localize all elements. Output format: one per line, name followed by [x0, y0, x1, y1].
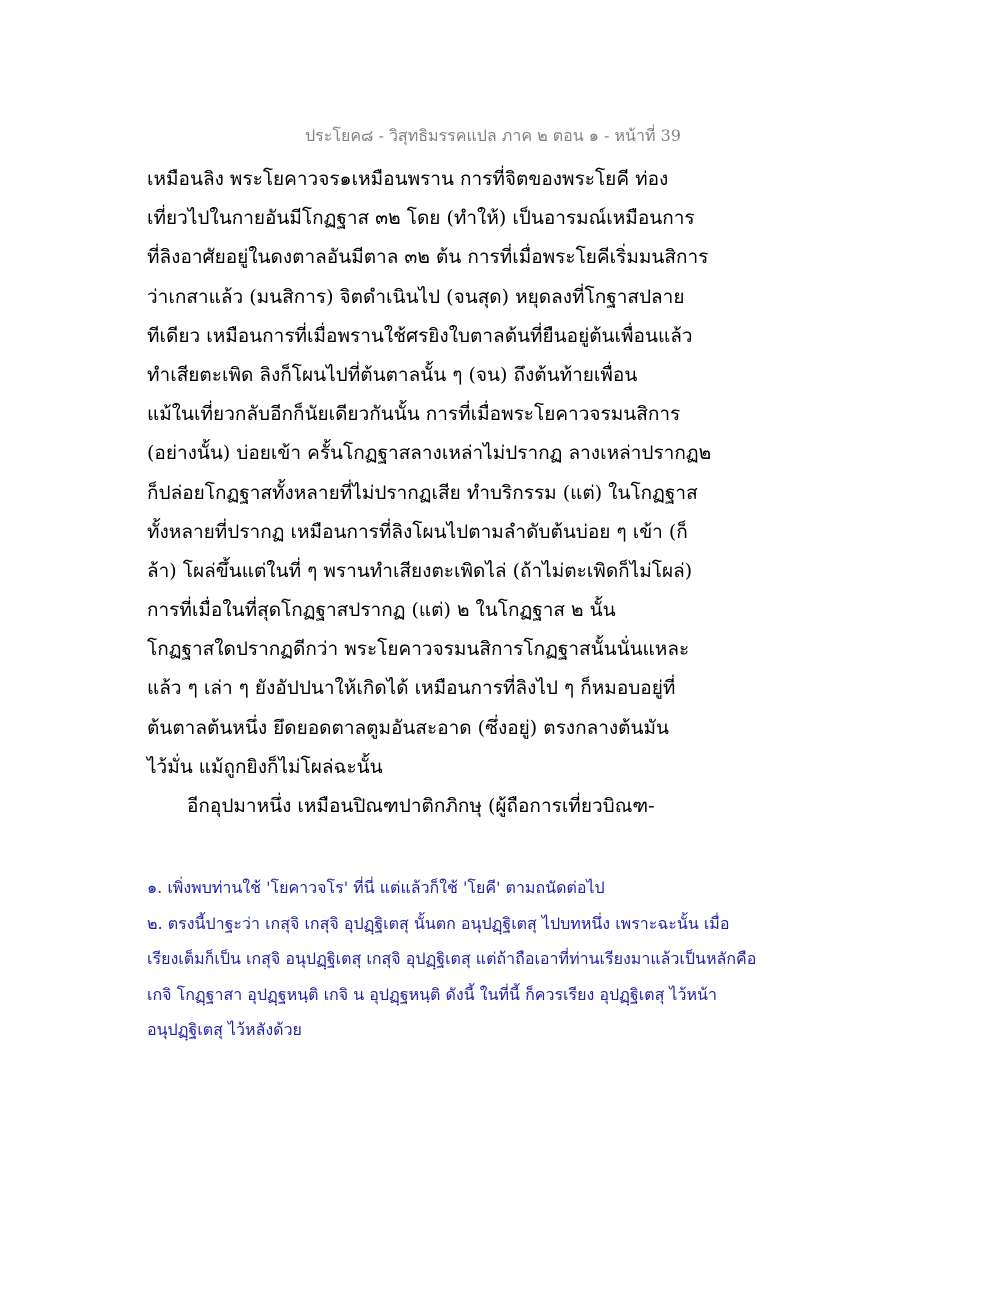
- footnotes: [147, 870, 857, 1048]
- body-line: แม้ในเที่ยวกลับอีกก็นัยเดียวกันนั้น การที่เมื่อพระโยคาวจรมนสิการ: [147, 403, 681, 426]
- body-line: ไว้มั่น แม้ถูกยิงก็ไม่โผล่ฉะนั้น: [147, 755, 383, 778]
- body-text: [147, 160, 847, 826]
- body-line: ทำเสียตะเพิด ลิงก็โผนไปที่ต้นตาลนั้น ๆ (จน) ถึงต้นท้ายเพื่อน: [147, 363, 638, 386]
- footnote-line: เรียงเต็มก็เป็น เกสุจิ อนุปฏฺฐิเตสุ เกสุจิ อุปฏฺฐิเตสุ แต่ถ้าถือเอาที่ท่านเรียงมาแล้วเป็นหลักคือ: [147, 949, 757, 968]
- body-line: การที่เมื่อในที่สุดโกฏฐาสปรากฏ (แต่) ๒ ในโกฏฐาส ๒ นั้น: [147, 599, 616, 622]
- body-line: ทีเดียว เหมือนการที่เมื่อพรานใช้ศรยิงใบตาลต้นที่ยืนอยู่ต้นเพื่อนแล้ว: [147, 324, 693, 347]
- body-line: ที่ลิงอาศัยอยู่ในดงตาลอันมีตาล ๓๒ ต้น การที่เมื่อพระโยคีเริ่มมนสิการ: [147, 246, 709, 269]
- footnote-line: อนุปฏฺฐิเตสุ ไว้หลังด้วย: [147, 1020, 302, 1039]
- body-line: (อย่างนั้น) บ่อยเข้า ครั้นโกฏฐาสลางเหล่าไม่ปรากฏ ลางเหล่าปรากฏ๒: [147, 442, 712, 465]
- body-line: ทั้งหลายที่ปรากฏ เหมือนการที่ลิงโผนไปตามลำดับต้นบ่อย ๆ เข้า (ก็: [147, 520, 688, 543]
- page-header: ประโยค๘ - วิสุทธิมรรคแปล ภาค ๒ ตอน ๑ - หน้าที่ 39: [305, 126, 681, 145]
- footnote-line: ๒. ตรงนี้ปาฐะว่า เกสุจิ เกสุจิ อุปฏฺฐิเตสุ นั้นตก อนุปฏฺฐิเตสุ ไปบทหนึ่ง เพราะฉะนั้น เมื่อ: [147, 913, 730, 933]
- footnote-line: ๑. เพิ่งพบท่านใช้ 'โยคาวจโร' ที่นี่ แต่แล้วก็ใช้ 'โยคี' ตามถนัดต่อไป: [147, 878, 605, 897]
- body-line: ว่าเกสาแล้ว (มนสิการ) จิตดำเนินไป (จนสุด) หยุดลงที่โกฐาสปลาย: [147, 285, 685, 308]
- paragraph-first-line: อีกอุปมาหนึ่ง เหมือนปิณฑปาติกภิกษุ (ผู้ถือการเที่ยวบิณฑ-: [187, 795, 655, 817]
- footnote-line: เกจิ โกฏฺฐาสา อุปฏฺฐหนฺติ เกจิ น อุปฏฺฐหนฺติ ดังนี้ ในที่นี้ ก็ควรเรียง อุปฏฺฐิเตสุ ไว้หน้า: [147, 984, 717, 1004]
- body-line: โกฏฐาสใดปรากฏดีกว่า พระโยคาวจรมนสิการโกฏฐาสนั้นนั่นแหละ: [147, 638, 690, 661]
- body-line: เหมือนลิง พระโยคาวจร๑เหมือนพราน การที่จิตของพระโยคี ท่อง: [147, 168, 669, 190]
- body-line: ล้า) โผล่ขึ้นแต่ในที่ ๆ พรานทำเสียงตะเพิดไล่ (ถ้าไม่ตะเพิดก็ไม่โผล่): [147, 559, 693, 582]
- body-line: ก็ปล่อยโกฏฐาสทั้งหลายที่ไม่ปรากฏเสีย ทำบริกรรม (แต่) ในโกฏฐาส: [147, 481, 698, 504]
- body-line: แล้ว ๆ เล่า ๆ ยังอัปปนาให้เกิดได้ เหมือนการที่ลิงไป ๆ ก็หมอบอยู่ที่: [147, 677, 676, 700]
- body-line: เที่ยวไปในกายอันมีโกฏฐาส ๓๒ โดย (ทำให้) เป็นอารมณ์เหมือนการ: [147, 207, 695, 230]
- body-line: ต้นตาลต้นหนึ่ง ยึดยอดตาลตูมอันสะอาด (ซึ่งอยู่) ตรงกลางต้นมัน: [147, 716, 669, 739]
